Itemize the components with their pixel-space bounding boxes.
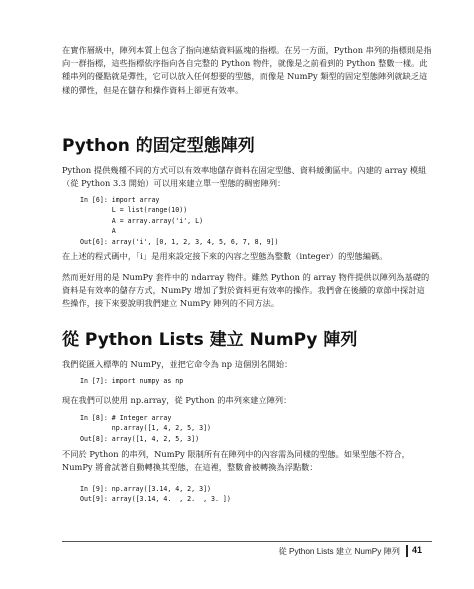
section1-paragraph-3: 然而更好用的是 NumPy 套件中的 ndarray 物件。雖然 Python 的 array 物件提供以陣列為基礎的資料是有效率的儲存方式，NumPy 增加了對於資料更有效率的操作。我們會在後續的章節中探討這些操作，接下來要說明我們建立 NumPy 陣列的不同方法。: [62, 272, 430, 309]
section2-paragraph-3: 不同於 Python 的串列，NumPy 限制所有在陣列中的內容需為同樣的型態。如果型態不符合，NumPy 將會試著自動轉換其型態，在這裡，整數會被轉換為浮點數：: [62, 449, 410, 473]
footer-chapter-title: 從 Python Lists 建立 NumPy 陣列: [278, 547, 400, 556]
page-number: 41: [412, 545, 423, 555]
section1-paragraph-2: 在上述的程式碼中，「i」是用來設定接下來的內容之型態為整數（integer）的型態編碼。: [62, 251, 388, 261]
section-heading-from-python-lists: 從 Python Lists 建立 NumPy 陣列: [62, 330, 358, 350]
footer-separator: [406, 545, 408, 557]
code-block-array-module: In [6]: import array L = list(range(10)) A = array.array('i', L) A Out[6]: array('i', [0, 1, 2, 3, 4, 5, 6, 7, 8, 9]): [80, 196, 279, 246]
section2-paragraph-1: 我們從匯入標準的 NumPy，並把它命令為 np 這個別名開始：: [62, 359, 293, 369]
footer-rule: [62, 541, 432, 542]
section1-paragraph-1: Python 提供幾種不同的方式可以有效率地儲存資料在固定型態、資料緩衝區中。內建的 array 模組（從 Python 3.3 開始）可以用來建立單一型態的稠密陣列：: [62, 165, 427, 189]
code-block-float-upcast: In [9]: np.array([3.14, 4, 2, 3]) Out[9]: array([3.14, 4. , 2. , 3. ]): [80, 485, 231, 504]
code-block-integer-array: In [8]: # Integer array np.array([1, 4, 2, 5, 3]) Out[8]: array([1, 4, 2, 5, 3]): [80, 414, 212, 443]
code-block-import-numpy: In [7]: import numpy as np: [80, 377, 184, 385]
intro-paragraph: 在實作層級中，陣列本質上包含了指向連結資料區塊的指標。在另一方面，Python 串列的指標則是指向一群指標，這些指標依序指向各自完整的 Python 物件，就像是之前看到的 Python 整數一樣。此種串列的優點就是彈性，它可以放入任何想要的型態，而像是 NumPy 類型的固定型態陣列就缺乏這樣的彈性，但是在儲存和操作資料上卻更有效率。: [62, 45, 432, 95]
section2-paragraph-2: 現在我們可以使用 np.array，從 Python 的串列來建立陣列：: [62, 395, 292, 405]
section-heading-fixed-type-arrays: Python 的固定型態陣列: [62, 136, 255, 156]
